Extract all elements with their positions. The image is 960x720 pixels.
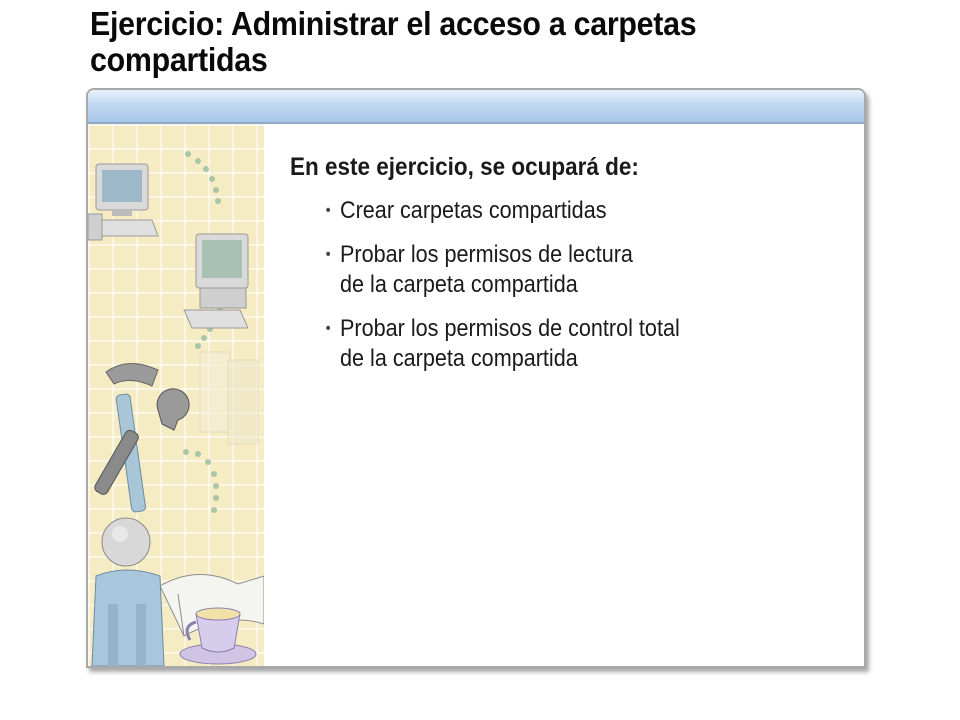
bullet-text: Probar los permisos de control total (340, 315, 680, 342)
slide-title-line-1: Ejercicio: Administrar el acceso a carpetas (90, 5, 697, 42)
bullet-text-continuation: de la carpeta compartida (340, 345, 578, 372)
bullet-item (325, 314, 799, 374)
panel-header-bar (88, 90, 864, 124)
bullet-item (325, 196, 799, 226)
illustration-sidebar (88, 124, 264, 666)
content-panel (86, 88, 866, 668)
bullet-list (290, 196, 850, 374)
content-heading: En este ejercicio, se ocupará de: (290, 153, 639, 181)
slide-title (90, 6, 826, 78)
computer-icon (184, 234, 248, 328)
bullet-item (325, 240, 799, 300)
bullet-dot-icon: • (325, 246, 331, 263)
illustration-graphic (88, 124, 264, 666)
slide-title-line-2: compartidas (90, 41, 268, 78)
person-icon (92, 518, 164, 666)
bullet-dot-icon: • (325, 202, 331, 219)
bullet-dot-icon: • (325, 320, 331, 337)
computer-icon (88, 164, 158, 240)
content-area (290, 152, 850, 388)
bullet-text: Crear carpetas compartidas (340, 197, 607, 224)
bullet-text: Probar los permisos de lectura (340, 241, 633, 268)
bullet-text-continuation: de la carpeta compartida (340, 271, 578, 298)
